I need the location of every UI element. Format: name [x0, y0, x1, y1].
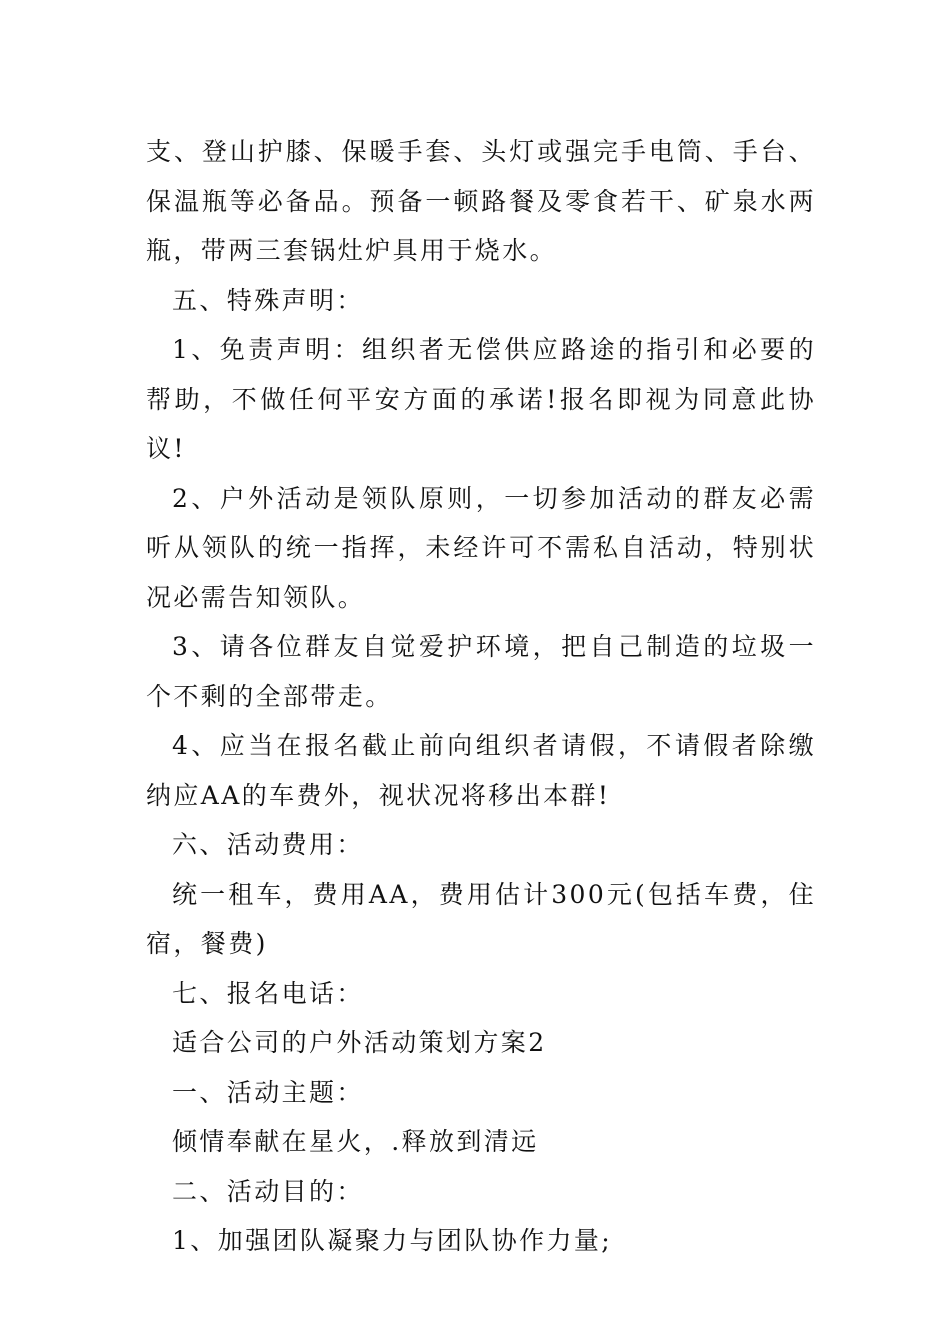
heading-signup-phone: 七、报名电话： [172, 978, 364, 1008]
paragraph-equipment-continued: 支、登山护膝、保暖手套、头灯或强完手电筒、手台、保温瓶等必备品。预备一顿路餐及零食若干、矿泉水两瓶，带两三套锅灶炉具用于烧水。 [146, 137, 816, 265]
heading-activity-cost: 六、活动费用： [172, 830, 364, 859]
paragraph-leader-principle: 2、户外活动是领队原则，一切参加活动的群友必需听从领队的统一指挥，未经许可不需私自活动，特别状况必需告知领队。 [146, 483, 816, 612]
paragraph-cost-details: 统一租车，费用AA，费用估计300元(包括车费，住宿，餐费) [146, 879, 816, 958]
paragraph-environment: 3、请各位群友自觉爱护环境，把自己制造的垃圾一个不剩的全部带走。 [146, 632, 816, 711]
paragraph-purpose-1: 1、加强团队凝聚力与团队协作力量; [172, 1226, 613, 1255]
heading-activity-purpose: 二、活动目的： [172, 1176, 364, 1206]
paragraph-theme-text: 倾情奉献在星火，.释放到清远 [172, 1127, 539, 1156]
document-body [146, 127, 816, 1266]
heading-special-statement: 五、特殊声明： [172, 285, 364, 315]
heading-plan-2-title: 适合公司的户外活动策划方案2 [172, 1028, 547, 1057]
paragraph-disclaimer: 1、免责声明：组织者无偿供应路途的指引和必要的帮助，不做任何平安方面的承诺!报名即视为同意此协议! [146, 335, 816, 463]
paragraph-leave-request: 4、应当在报名截止前向组织者请假，不请假者除缴纳应AA的车费外，视状况将移出本群! [146, 731, 816, 810]
heading-activity-theme: 一、活动主题： [172, 1077, 364, 1107]
